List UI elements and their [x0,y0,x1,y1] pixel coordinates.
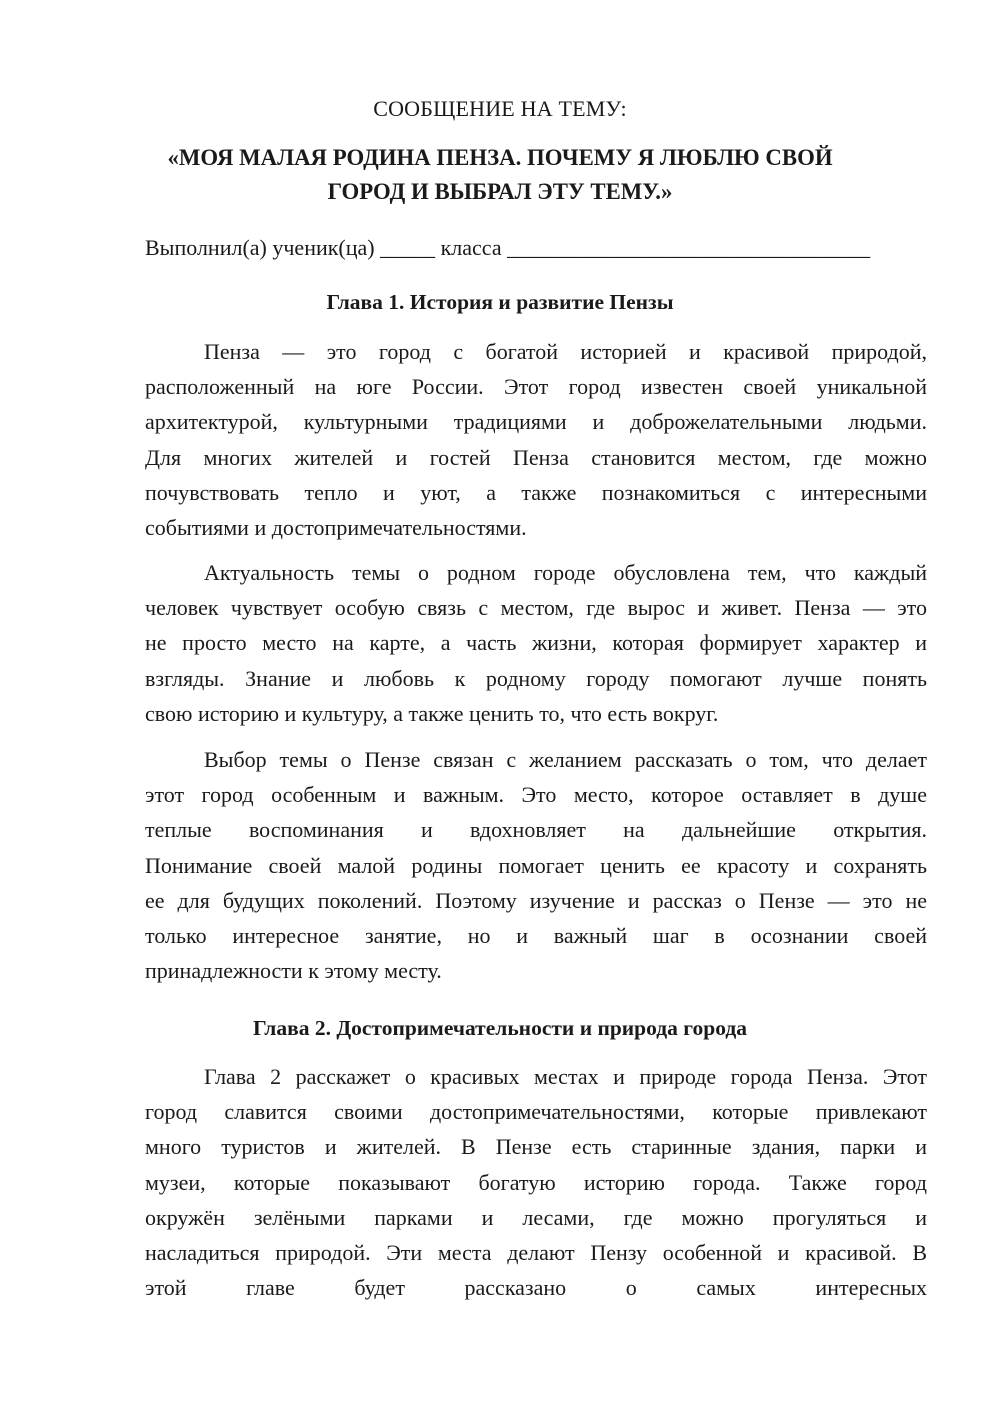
chapter-2-heading: Глава 2. Достопримечательности и природа города [253,1016,747,1040]
text-line: этот город особенным и важным. Это место, которое оставляет в душе [145,782,927,808]
document-kicker: СООБЩЕНИЕ НА ТЕМУ: [373,96,627,121]
text-line: Пенза — это город с богатой историей и красивой природой, [204,339,927,364]
text-line: только интересное занятие, но и важный шаг в осознании своей [145,922,927,948]
document-title-line-1: «МОЯ МАЛАЯ РОДИНА ПЕНЗА. ПОЧЕМУ Я ЛЮБЛЮ СВОЙ [167,145,833,170]
text-line: теплые воспоминания и вдохновляет на дальнейшие открытия. [145,817,927,843]
text-line: архитектурой, культурными традициями и доброжелательными людьми. [145,409,927,435]
chapter-1-paragraph-1 [145,334,927,545]
text-line: город славится своими достопримечательностями, которые привлекают [145,1099,927,1125]
chapter-1-paragraph-3 [145,742,927,988]
text-line: принадлежности к этому месту. [145,958,442,984]
text-line: музеи, которые показывают богатую историю города. Также город [145,1169,927,1195]
text-line: Выбор темы о Пензе связан с желанием рассказать о том, что делает [204,747,927,772]
text-line: расположенный на юге России. Этот город известен своей уникальной [145,374,927,400]
text-line: не просто место на карте, а часть жизни, которая формирует характер и [145,630,927,656]
text-line: взгляды. Знание и любовь к родному городу помогают лучше понять [145,665,927,691]
text-line: Актуальность темы о родном городе обусловлена тем, что каждый [204,560,927,585]
text-line: много туристов и жителей. В Пензе есть старинные здания, парки и [145,1134,927,1160]
chapter-1-heading: Глава 1. История и развитие Пензы [326,290,674,314]
chapter-2-paragraph-1 [145,1059,927,1305]
text-line: Глава 2 расскажет о красивых местах и природе города Пенза. Этот [204,1064,927,1089]
text-line: Для многих жителей и гостей Пенза становится местом, где можно [145,444,927,470]
text-line: почувствовать тепло и уют, а также познакомиться с интересными [145,479,927,505]
text-line: этой главе будет рассказано о самых интересных [145,1275,927,1301]
text-line: насладиться природой. Эти места делают Пензу особенной и красивой. В [145,1239,927,1265]
author-line: Выполнил(а) ученик(ца) _____ класса _________________________________ [145,235,871,260]
text-line: свою историю и культуру, а также ценить то, что есть вокруг. [145,700,719,726]
text-line: событиями и достопримечательностями. [145,514,527,540]
document-title-line-2: ГОРОД И ВЫБРАЛ ЭТУ ТЕМУ.» [327,179,673,204]
text-line: ее для будущих поколений. Поэтому изучение и рассказ о Пензе — это не [145,887,927,913]
text-line: Понимание своей малой родины помогает ценить ее красоту и сохранять [145,852,927,878]
text-line: окружён зелёными парками и лесами, где можно прогуляться и [145,1204,927,1230]
text-line: человек чувствует особую связь с местом, где вырос и живет. Пенза — это [145,595,927,621]
chapter-1-paragraph-2 [145,555,927,731]
